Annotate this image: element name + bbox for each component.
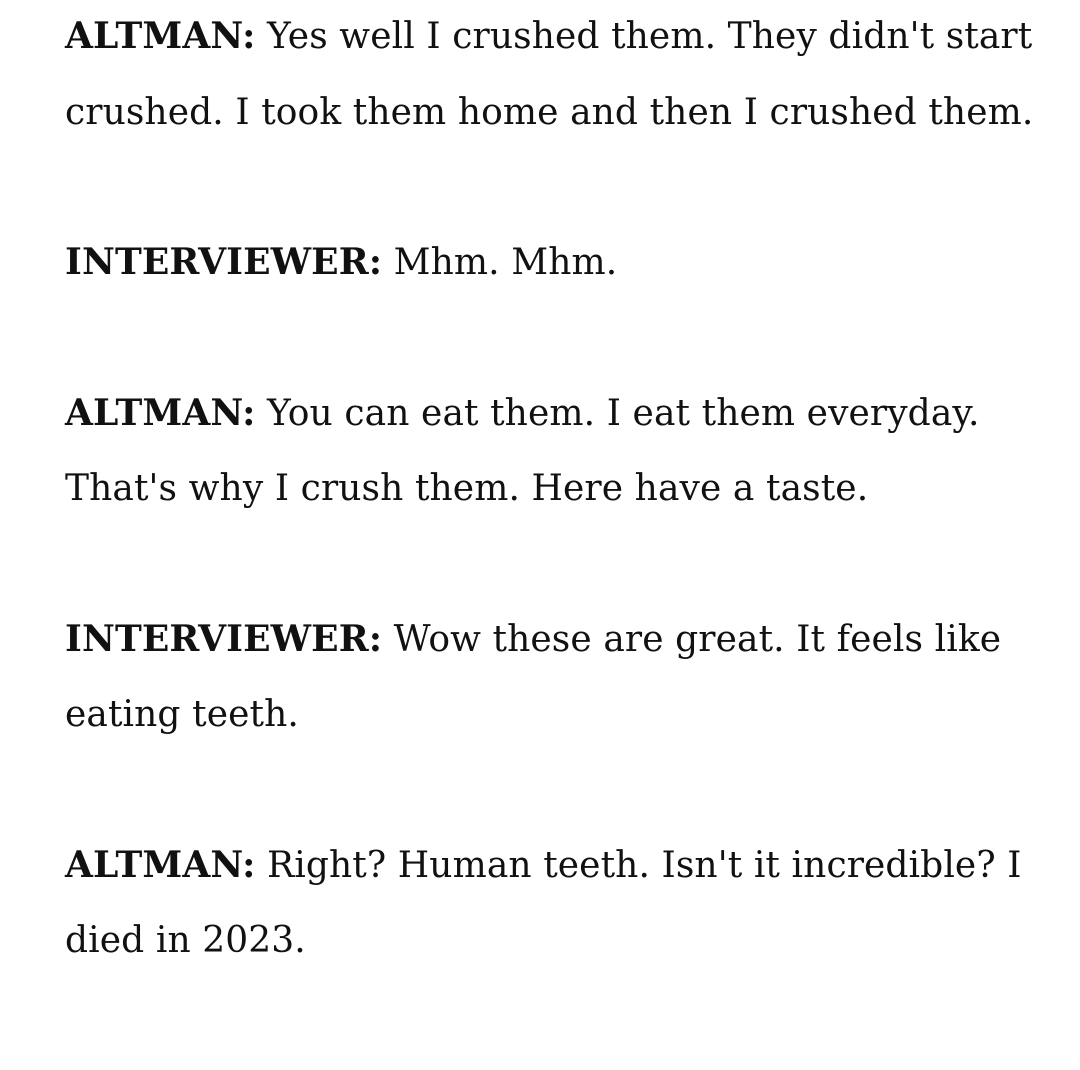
speaker-label: ALTMAN: <box>65 15 256 57</box>
transcript-paragraph <box>65 828 1055 979</box>
dialogue-text: Mhm. Mhm. <box>393 242 618 283</box>
transcript-paragraph <box>65 0 1055 150</box>
dialogue-text: Wow these are great. It feels like eating teeth. <box>65 618 1002 735</box>
speaker-label: ALTMAN: <box>65 843 256 886</box>
transcript-paragraph <box>65 225 1055 301</box>
dialogue-text: You can eat them. I eat them everyday. That's why I crush them. Here have a taste. <box>65 392 980 509</box>
transcript-paragraph <box>65 602 1055 753</box>
speaker-label: ALTMAN: <box>65 391 256 434</box>
dialogue-text: Right? Human teeth. Isn't it incredible? I died in 2023. <box>65 844 1022 961</box>
speaker-label: INTERVIEWER: <box>65 241 383 283</box>
speaker-label: INTERVIEWER: <box>65 617 383 660</box>
dialogue-text: Yes well I crushed them. They didn't start crushed. I took them home and then I crushed them. <box>65 16 1034 133</box>
transcript-paragraph <box>65 376 1055 527</box>
interview-transcript <box>65 0 1055 979</box>
